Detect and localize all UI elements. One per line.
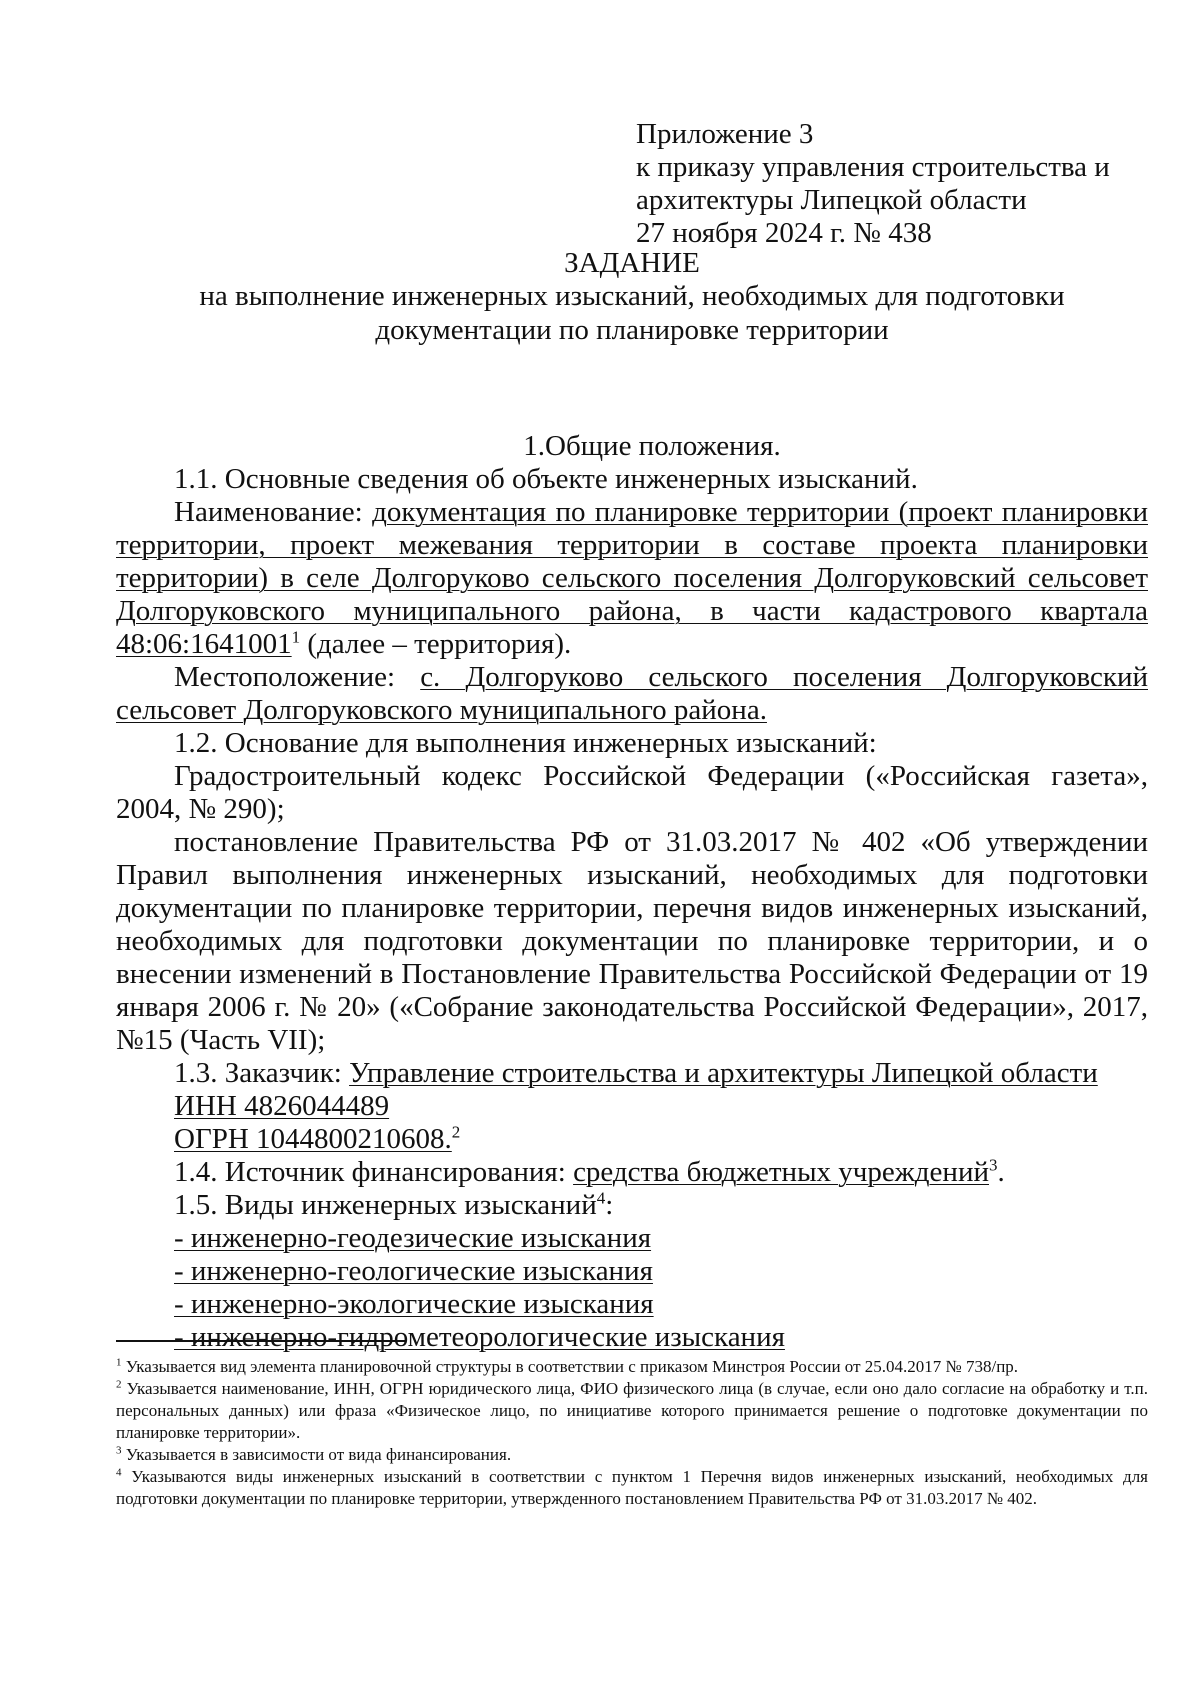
footnote-ref: 4 — [596, 1188, 606, 1208]
paragraph-1-2: 1.2. Основание для выполнения инженерных изысканий: — [174, 727, 877, 759]
funding-value: средства бюджетных учреждений — [573, 1156, 989, 1188]
funding-label: 1.4. Источник финансирования: — [174, 1156, 574, 1188]
customer-label: 1.3. Заказчик: — [174, 1057, 350, 1089]
footnote-number: 4 — [116, 1466, 122, 1479]
paragraph-1-1: 1.1. Основные сведения об объекте инженерных изысканий. — [174, 463, 918, 495]
location-label: Местоположение: — [174, 661, 421, 693]
customer-paragraph — [116, 1057, 1148, 1090]
footnote-separator — [116, 1340, 406, 1342]
footnote-number: 3 — [116, 1444, 122, 1457]
object-name-paragraph — [116, 496, 1148, 661]
approval-line: к приказу управления строительства и — [636, 151, 1110, 183]
footnote-ref: 1 — [291, 627, 301, 647]
survey-type-item — [116, 1222, 1148, 1255]
survey-type-text: - инженерно-геологические изыскания — [174, 1255, 653, 1287]
types-paragraph — [116, 1189, 1148, 1222]
footnote-text: Указывается наименование, ИНН, ОГРН юридического лица, ФИО физического лица (в случае, если оно дало согласие на обработку и т.п. персональных данных) или фраза «Физическое лицо, по инициативе которого принимается решение о подготовке документации по планировке территории». — [116, 1379, 1148, 1442]
footnote — [116, 1444, 1148, 1466]
footnote-number: 2 — [116, 1378, 122, 1391]
footnote — [116, 1378, 1148, 1444]
footnote-text: Указываются виды инженерных изысканий в соответствии с пунктом 1 Перечня видов инженерных изысканий, необходимых для подготовки документации по планировке территории, утвержденного постановлением Правительства РФ от 31.03.2017 № 402. — [116, 1467, 1148, 1508]
footnote-number: 1 — [116, 1356, 122, 1369]
footnotes — [116, 1356, 1148, 1510]
approval-line: архитектуры Липецкой области — [636, 184, 1027, 216]
footnote — [116, 1466, 1148, 1510]
object-name-label: Наименование: — [174, 496, 373, 528]
ogrn-line — [116, 1123, 1148, 1156]
object-name-value: документация по планировке территории (проект планировки территории, проект межевания территории в составе проекта планировки территории) в селе Долгоруково сельского поселения Долгоруковский сельсовет Долгоруковского муниципального района, в части кадастрового квартала 48:06:1641001 — [116, 496, 1148, 660]
footnote-ref: 2 — [451, 1122, 461, 1142]
document-body — [116, 430, 1148, 1354]
basis-item: постановление Правительства РФ от 31.03.2017 № 402 «Об утверждении Правил выполнения инженерных изысканий, необходимых для подготовки документации по планировке территории, перечня видов инженерных изысканий, необходимых для подготовки документации по планировке территории, и о внесении изменений в Постановление Правительства Российской Федерации от 19 января 2006 г. № 20» («Собрание законодательства Российской Федерации», 2017, №15 (Часть VII); — [116, 826, 1148, 1056]
footnote-text: Указывается вид элемента планировочной структуры в соответствии с приказом Минстроя России от 25.04.2017 № 738/пр. — [121, 1357, 1019, 1376]
survey-type-item — [116, 1255, 1148, 1288]
location-value: с. Долгоруково сельского поселения Долгоруковский сельсовет Долгоруковского муниципального района. — [116, 661, 1148, 726]
approval-line: Приложение 3 — [636, 118, 814, 150]
funding-tail: . — [997, 1156, 1005, 1188]
survey-type-text: - инженерно-гидрометеорологические изыскания — [174, 1321, 785, 1353]
types-tail: : — [605, 1189, 614, 1221]
document-subtitle: документации по планировке территории — [375, 314, 889, 346]
location-paragraph — [116, 661, 1148, 727]
document-title: ЗАДАНИЕ — [564, 247, 700, 279]
inn-value: ИНН 4826044489 — [174, 1090, 390, 1122]
section-heading: 1.Общие положения. — [523, 430, 781, 462]
survey-type-item — [116, 1288, 1148, 1321]
inn-line — [116, 1090, 1148, 1123]
basis-item: Градостроительный кодекс Российской Федерации («Российская газета», 2004, № 290); — [116, 760, 1148, 825]
survey-type-text: - инженерно-геодезические изыскания — [174, 1222, 652, 1254]
approval-line: 27 ноября 2024 г. № 438 — [636, 217, 932, 249]
approval-block — [636, 118, 1110, 250]
survey-type-text: - инженерно-экологические изыскания — [174, 1288, 654, 1320]
document-subtitle: на выполнение инженерных изысканий, необходимых для подготовки — [199, 280, 1065, 312]
footnote-ref: 3 — [989, 1155, 998, 1175]
survey-type-item — [116, 1321, 1148, 1354]
footnote-text: Указывается в зависимости от вида финансирования. — [121, 1445, 512, 1464]
ogrn-value: ОГРН 1044800210608. — [174, 1123, 452, 1155]
footnote — [116, 1356, 1148, 1378]
object-name-tail: (далее – территория). — [300, 628, 572, 660]
customer-value: Управление строительства и архитектуры Липецкой области — [349, 1057, 1098, 1089]
funding-paragraph — [116, 1156, 1148, 1189]
types-label: 1.5. Виды инженерных изысканий — [174, 1189, 597, 1221]
